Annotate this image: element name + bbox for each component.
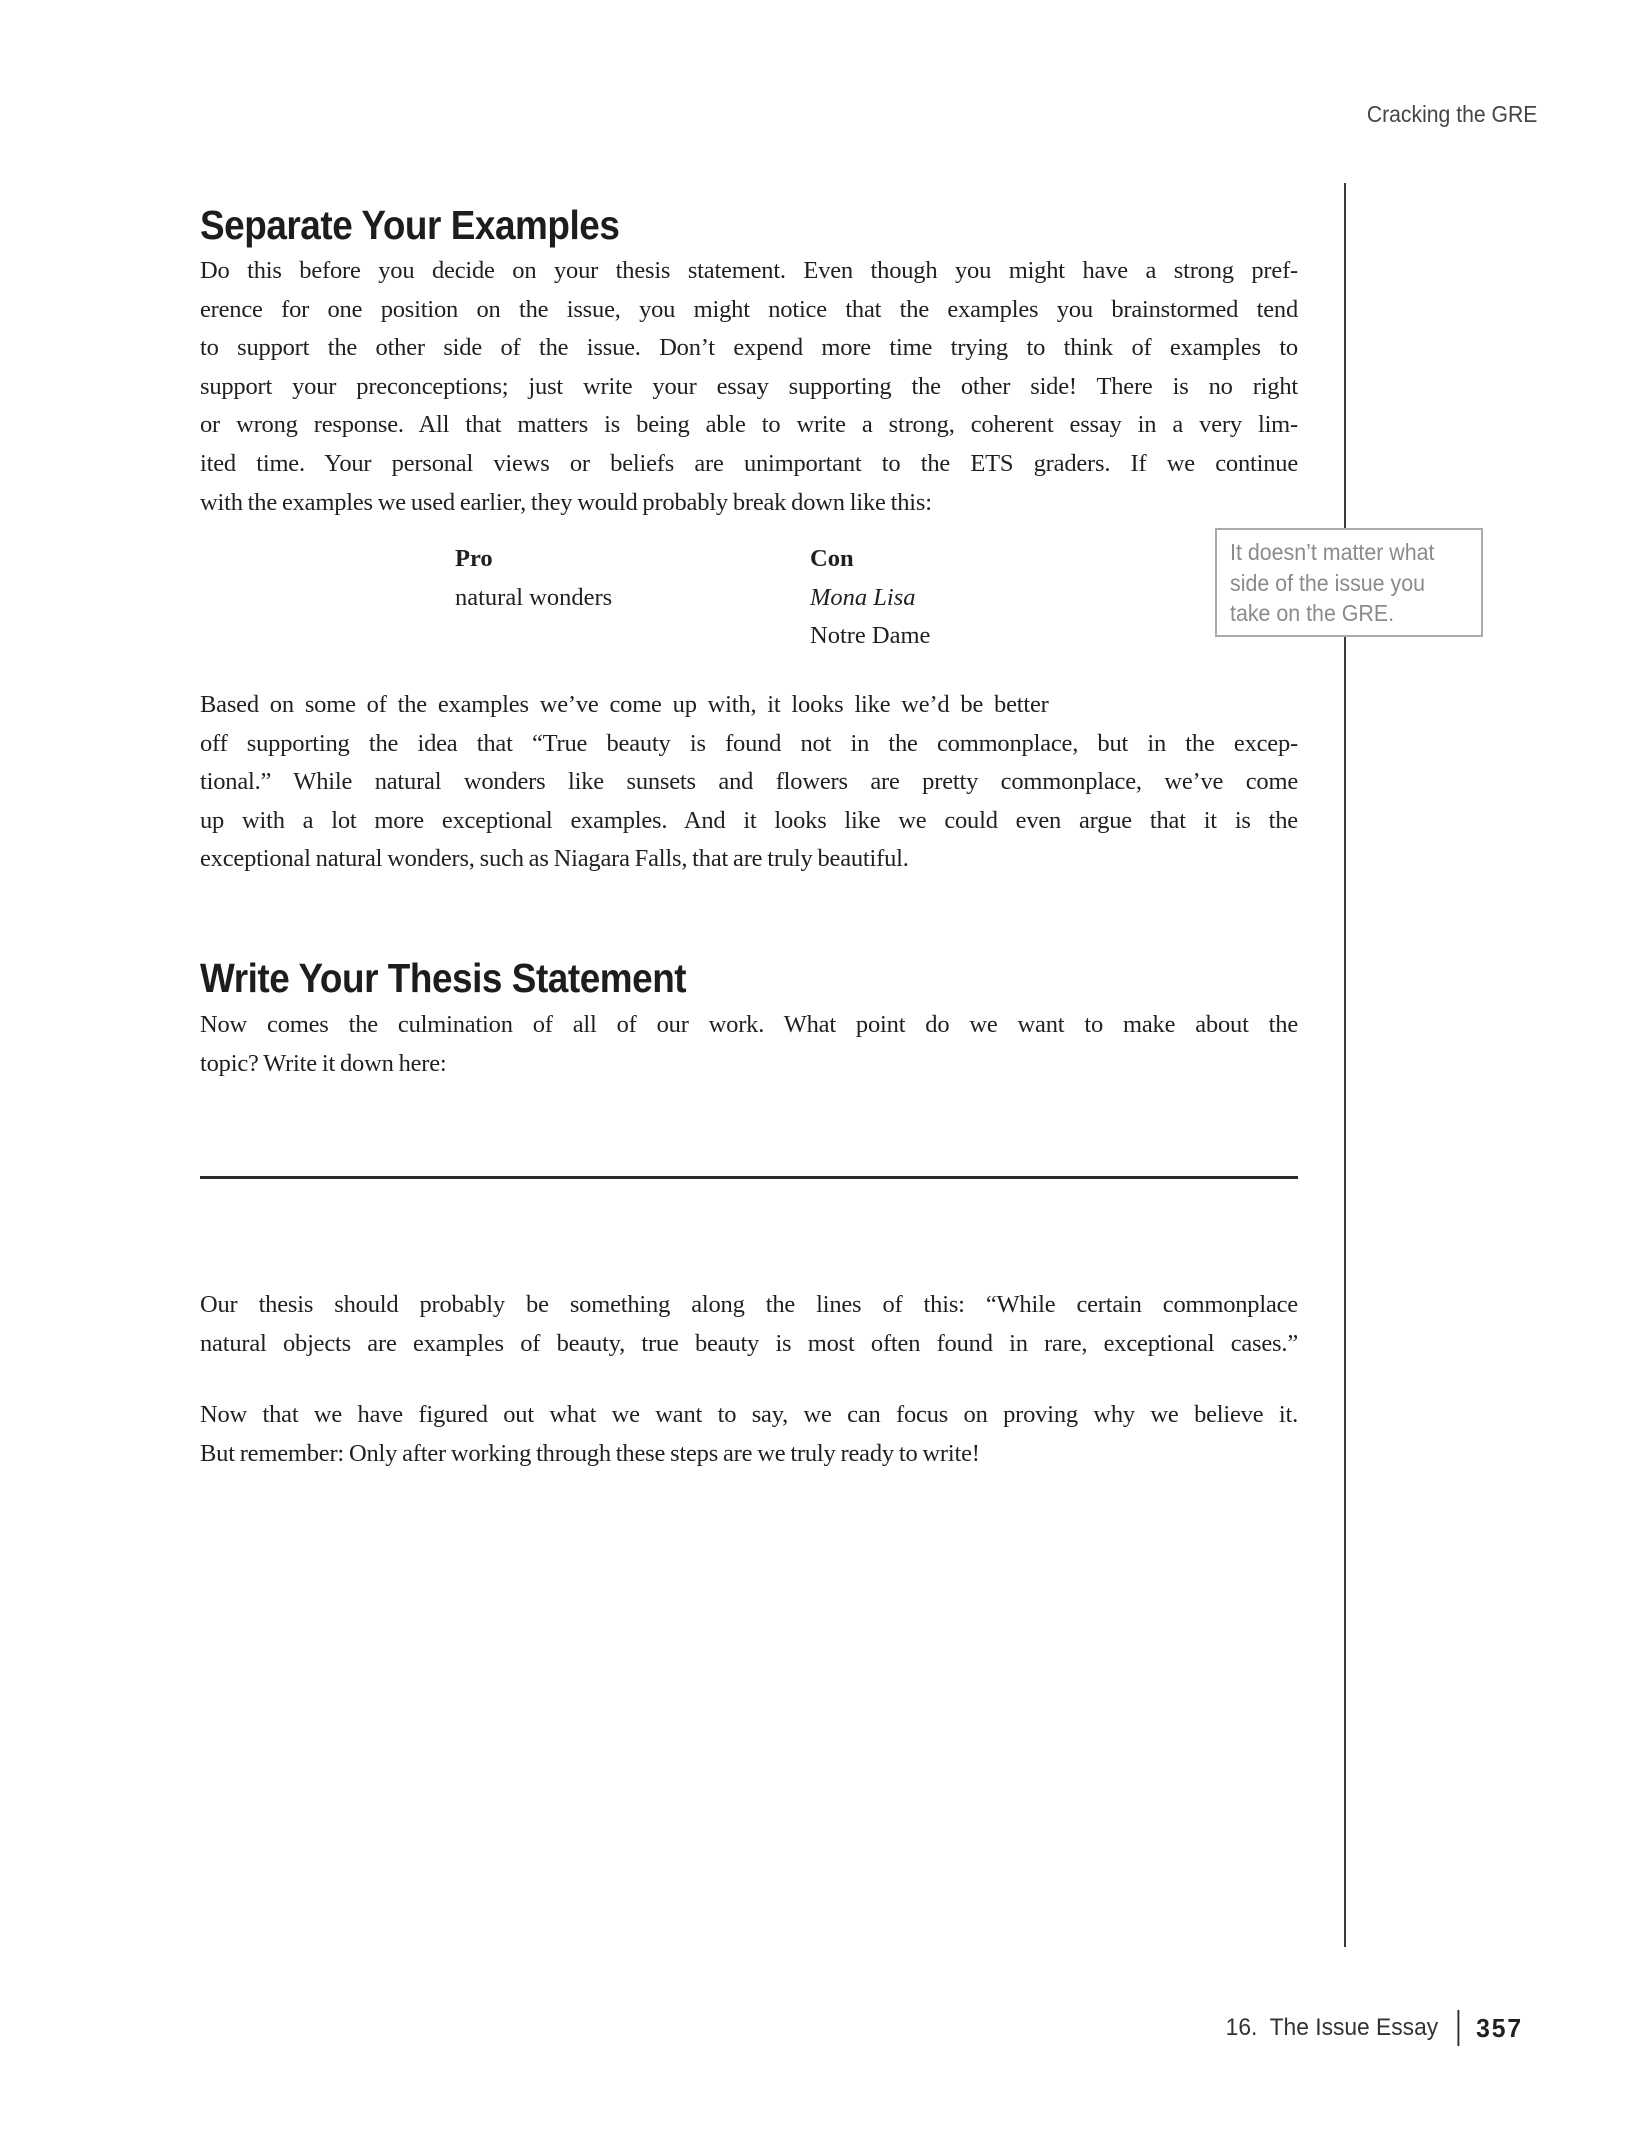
footer-chapter-title: 16. The Issue Essay [1225,2014,1439,2041]
margin-note-box [1215,528,1483,637]
paragraph-line: topic? Write it down here: [200,1049,447,1077]
con-item: Mona Lisa [810,583,916,611]
margin-note-line: It doesn’t matter what [1230,539,1435,565]
pro-column-header: Pro [455,545,493,572]
paragraph-line: Based on some of the examples we’ve come up with, it looks like we’d be better [200,691,1049,718]
paragraph-thesis-intro [200,1006,1298,1083]
paragraph-line: to support the other side of the issue. Don’t expend more time trying to think of examples to [200,334,1298,362]
pro-item: natural wonders [455,583,613,611]
section-heading-separate-examples: Separate Your Examples [200,202,620,248]
write-in-blank-line [200,1176,1298,1179]
running-header: Cracking the GRE [1366,101,1537,127]
con-item: Notre Dame [810,622,931,650]
section-heading-write-thesis: Write Your Thesis Statement [200,955,687,1001]
paragraph-line: tional.” While natural wonders like sunsets and flowers are pretty commonplace, we’ve come [200,768,1298,796]
paragraph-analysis [200,686,1298,879]
paragraph-line: off supporting the idea that “True beauty is found not in the commonplace, but in the excep- [200,729,1298,757]
paragraph-line: ited time. Your personal views or beliefs are unimportant to the ETS graders. If we continue [200,449,1298,477]
margin-note-line: take on the GRE. [1230,600,1395,626]
paragraph-line: natural objects are examples of beauty, true beauty is most often found in rare, exceptional cases.” [200,1329,1298,1357]
paragraph-line: with the examples we used earlier, they would probably break down like this: [200,488,932,516]
pro-column [455,540,612,617]
margin-note-line: side of the issue you [1230,569,1426,596]
paragraph-line: Our thesis should probably be something along the lines of this: “While certain commonplace [200,1291,1298,1318]
paragraph-line: up with a lot more exceptional examples. And it looks like we could even argue that it is the [200,806,1298,834]
text-column [200,0,1298,2130]
con-column-header: Con [810,545,854,572]
paragraph-line: support your preconceptions; just write your essay supporting the other side! There is no right [200,372,1298,400]
paragraph-line: Do this before you decide on your thesis statement. Even though you might have a strong pref- [200,257,1298,284]
footer-separator-rule [1457,2010,1459,2046]
paragraph-line: Now comes the culmination of all of our work. What point do we want to make about the [200,1011,1298,1038]
paragraph-intro [200,252,1298,522]
paragraph-line: exceptional natural wonders, such as Niagara Falls, that are truly beautiful. [200,845,909,873]
paragraph-line: or wrong response. All that matters is being able to write a strong, coherent essay in a very lim- [200,411,1298,439]
right-margin-rule [1344,183,1346,1947]
footer-page-number: 357 [1476,2012,1523,2043]
paragraph-line: But remember: Only after working through these steps are we truly ready to write! [200,1439,980,1467]
paragraph-closing [200,1396,1298,1473]
paragraph-thesis-example [200,1286,1298,1363]
page-footer [1226,2010,1523,2046]
paragraph-line: erence for one position on the issue, you might notice that the examples you brainstormed tend [200,295,1298,323]
paragraph-line: Now that we have figured out what we want to say, we can focus on proving why we believe it. [200,1401,1298,1428]
con-column [810,540,930,656]
margin-note-text [1230,537,1463,629]
pro-con-table [200,540,1298,670]
